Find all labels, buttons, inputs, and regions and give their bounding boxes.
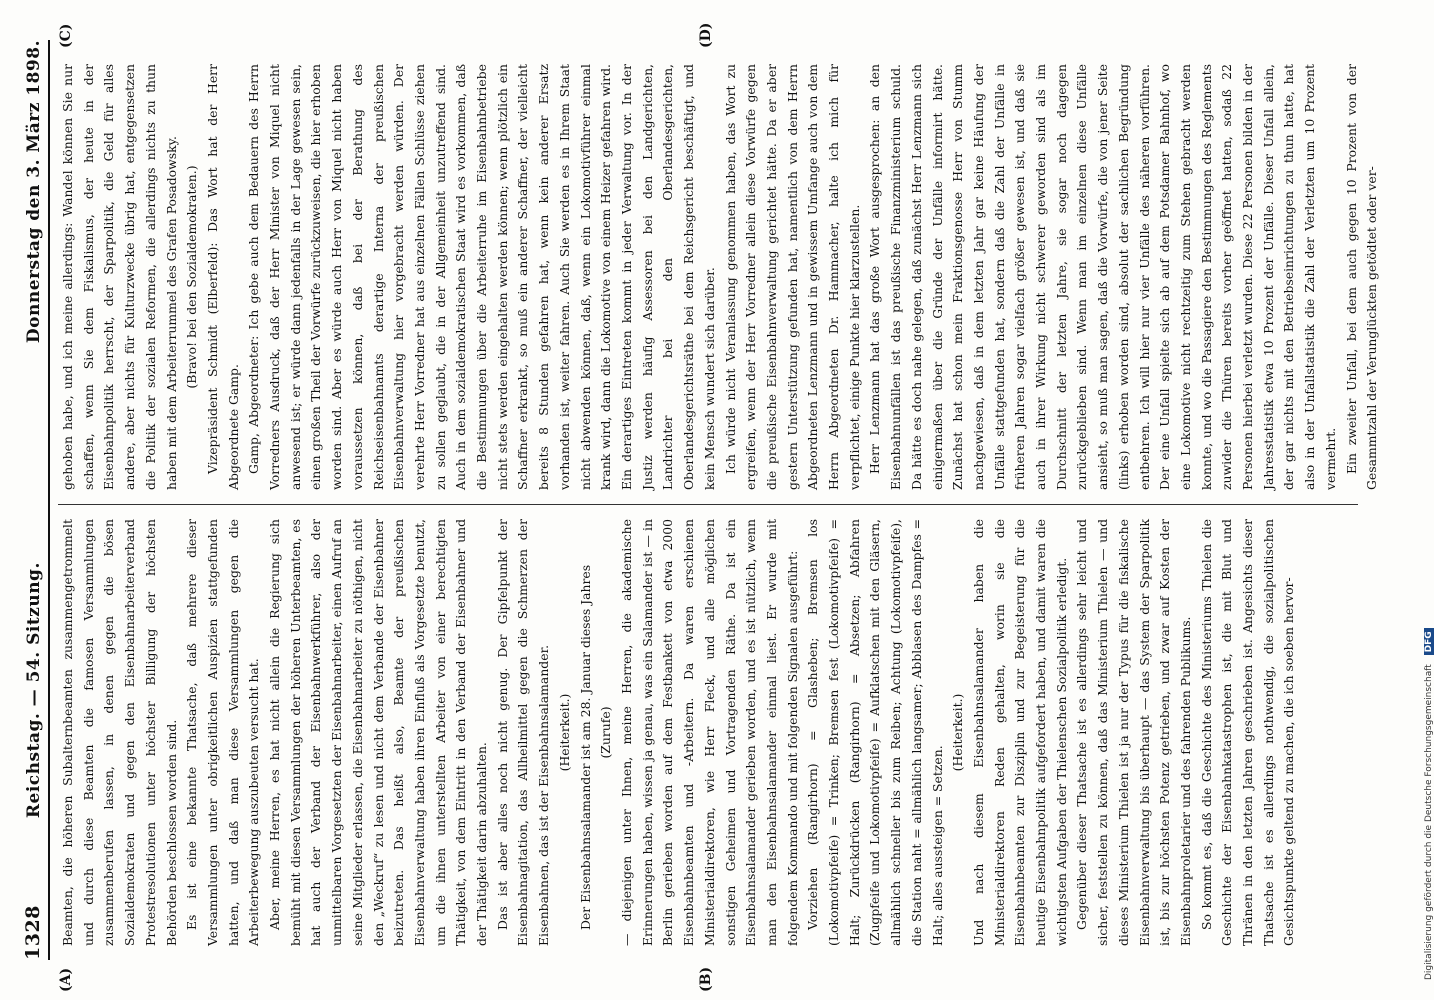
interjection: (Zurufe) — [598, 706, 614, 759]
interjection: (Bravo! bei den Sozialdemokraten.) — [184, 165, 200, 389]
paragraph: So kommt es, daß die Geschichte des Ministeriums Thielen die Geschichte der Eisenbahnkatastrophen ist, die mit Blut und Thränen in den letzten Jahren geschrieben ist. Angesichts dieser Thatsache ist es allerdings nothwendig, die sozialpolitischen Gesichtspunkte geltend zu machen, die ich soeben hervor- — [1198, 519, 1297, 946]
interjection: (Heiterkeit.) — [950, 693, 966, 772]
paragraph: Der Eisenbahnsalamander ist am 28. Januar dieses Jahres — [577, 564, 593, 930]
paragraph: Vizepräsident Schmidt (Elberfeld): Das Wort hat der Herr Abgeordnete Gamp. — [204, 64, 241, 490]
left-column — [58, 505, 1358, 960]
header-right-title: Donnerstag den 3. März 1898. — [24, 40, 44, 344]
running-header — [22, 40, 50, 960]
paragraph: Das ist aber alles noch nicht genug. Der Gipfelpunkt der Eisenbahnagitation, das Allheilmittel gegen die Schmerzen der Eisenbahnen, das ist der Eisenbahnsalamander. — [494, 519, 552, 946]
paragraph: Aber, meine Herren, es hat nicht allein die Regierung sich bemüht mit diesen Versammlungen der höheren Unterbeamten, es hat auch der Verband der Eisenbahnwerkführer, also der unmittelbaren Vorgesetzten der Eisenbahnarbeiter, einen Aufruf an seine Mitglieder erlassen, die Eisenbahnarbeiter zu nöthigen, nicht den „Weckruf“ zu lesen und nicht dem Verbande der Eisenbahner beizutreten. Das heißt also, Beamte der preußischen Eisenbahnverwaltung haben ihren Einfluß als Vorgesetzte benutzt, um die ihnen unterstellten Arbeiter von einer berechtigten Thätigkeit, von dem Eintritt in den Verband der Eisenbahner und der Thätigkeit darin abzuhalten. — [267, 519, 490, 946]
interjection: (Heiterkeit.) — [556, 693, 572, 772]
paragraph: Gamp, Abgeordneter: Ich gebe auch dem Bedauern des Herrn Vorredners Ausdruck, daß der Herr Minister von Miquel nicht anwesend ist; er würde dann jedenfalls in der Lage gewesen sein, einen großen Theil der Vorwürfe zurückzuweisen, die hier erhoben worden sind. Aber es würde auch Herr von Miquel nicht haben voraussetzen können, daß bei der Berathung des Reichseisenbahnamts derartige Interna der preußischen Eisenbahnverwaltung hier vorgebracht werden würden. Der verehrte Herr Vorredner hat aus einzelnen Fällen Schlüsse ziehen zu sollen geglaubt, die in der Allgemeinheit unzutreffend sind. Auch in dem sozialdemokratischen Staat wird es vorkommen, daß die Bestimmungen über die Arbeiterruhe im Eisenbahnbetriebe nicht stets werden eingehalten werden können; wenn plötzlich ein Schaffner erkrankt, so muß ein anderer Schaffner, der vielleicht bereits 8 Stunden gefahren hat, wenn kein anderer Ersatz vorhanden ist, weiter fahren. Auch Sie werden es in Ihrem Staat nicht abwenden können, daß, wenn ein Lokomotivführer einmal krank wird, dann die Lokomotive von einem Heizer gefahren wird. Ein derartiges Eintreten kommt in jeder Verwaltung vor. In der Justiz werden häufig Assessoren bei den Landgerichten, Landrichter bei den Oberlandesgerichten, Oberlandesgerichtsräthe bei dem Reichsgericht beschäftigt, und kein Mensch wundert sich darüber. — [246, 64, 717, 490]
paragraph: Gegenüber dieser Thatsache ist es allerdings sehr leicht und sicher, feststellen zu können, daß das Ministerium Thielen — und dieses Ministerium Thielen ist ja nur der Typus für die fiskalische Eisenbahnverwaltung bis überhaupt — das System der Sparpolitik ist, bis zur höchsten Potenz getrieben, und zwar auf Kosten der Eisenbahnproletarier und des fahrenden Publikums. — [1074, 519, 1193, 946]
margin-marker-a: (A) — [58, 967, 74, 992]
paragraph: — diejenigen unter Ihnen, meine Herren, die akademische Erinnerungen haben, wissen ja genau, was ein Salamander ist — in Berlin gerieben worden auf dem Festbankett von etwa 2000 Eisenbahnbeamten und -Arbeitern. Da waren erschienen Ministerialdirektoren, wie Herr Fleck, und alle möglichen sonstigen Geheimen und Vortragenden Räthe. Da ist ein Eisenbahnsalamander gerieben worden, und es ist nützlich, wenn man den Eisenbahnsalamander einmal liest. Er wurde mit folgendem Kommando und mit folgenden Signalen ausgeführt: — [618, 519, 800, 946]
right-column — [58, 50, 1380, 505]
digitization-credit — [1402, 0, 1432, 1000]
dfg-logo: DFG — [1424, 628, 1434, 655]
margin-marker-d: (D) — [698, 22, 714, 48]
paragraph: gehoben habe, und ich meine allerdings: Wandel können Sie nur schaffen, wenn Sie dem Fiskalismus, der heute in der Eisenbahnpolitik herrscht, der Sparpolitik, die Geld für alles andere, aber nichts für Kulturzwecke übrig hat, entgegensetzen die Politik der sozialen Reformen, die allerdings nichts zu thun haben mit dem Arbeiterrummel des Grafen Posadowsky. — [60, 64, 179, 490]
paragraph: Und nach diesem Eisenbahnsalamander haben die Ministerialdirektoren Reden gehalten, worin sie die Eisenbahnbeamten zur Disziplin und zur Begeisterung für die heutige Eisenbahnpolitik aufgefordert haben, und damit waren die wichtigsten Aufgaben der Thielenschen Sozialpolitik erledigt. — [970, 519, 1069, 946]
margin-marker-b: (B) — [698, 966, 714, 992]
paragraph: Herr Lenzmann hat das große Wort ausgesprochen: an den Eisenbahnunfällen ist das preußische Finanzministerium schuld. Da hätte es doch nahe gelegen, daß zunächst Herr Lenzmann sich einigermaßen über die Gründe der Unfälle informirt hätte. Zunächst hat schon mein Fraktionsgenosse Herr von Stumm nachgewiesen, daß in dem letzten Jahr gar keine Häufung der Unfälle stattgefunden hat, sondern daß die Zahl der Unfälle in früheren Jahren sogar vielfach größer gewesen ist, und daß sie auch in ihrer Wirkung nicht schwerer geworden sind als im Durchschnitt der letzten Jahre, sie sogar noch dagegen zurückgeblieben sind. Wenn man im einzelnen diese Unfälle ansieht, so muß man sagen, daß die Vorwürfe, die von jener Seite (links) erhoben worden sind, absolut der sachlichen Begründung entbehren. Ich will hier nur vier Unfälle des näheren vorführen. Der eine Unfall spielte sich ab auf dem Potsdamer Bahnhof, wo eine Lokomotive nicht rechtzeitig zum Stehen gebracht werden konnte, und wo die Passagiere den Bestimmungen des Reglements zuwider die Thüren bereits vorher geöffnet hatten, sodaß 22 Personen hierbei verletzt wurden. Diese 22 Personen bilden in der Jahresstatistik etwa 10 Prozent der Unfälle. Dieser Unfall allein, der gar nichts mit den Betriebseinrichtungen zu thun hatte, hat also in der Unfallstatistik die Zahl der Verletzten um 10 Prozent vermehrt. — [867, 64, 1338, 490]
paragraph: Ein zweiter Unfall, bei dem auch gegen 10 Prozent von der Gesammtzahl der Verunglückten getödtet oder ver- — [1343, 64, 1380, 490]
paragraph: Vorziehen (Rangirhorn) = Glasheben; Bremsen los (Lokomotivpfeife) = Trinken; Bremsen fest (Lokomotivpfeife) = Halt; Zurückdrücken (Rangirhorn) = Absetzen; Abfahren (Zugpfeife und Lokomotivpfeife) = Aufklatschen mit den Gläsern, allmählich schneller bis zum Reiben; Achtung (Lokomotivpfeife), die Station naht = allmählich langsamer; Abblasen des Dampfes = Halt; alles aussteigen = Setzen. — [805, 519, 945, 946]
margin-marker-c: (C) — [58, 23, 74, 48]
paragraph: Es ist eine bekannte Thatsache, daß mehrere dieser Versammlungen unter obrigkeitlichen Auspizien stattgefunden hatten, und daß man diese Versammlungen gegen die Arbeiterbewegung auszubeuten versucht hat. — [184, 519, 262, 946]
paragraph: Beamten, die höheren Subalternbeamten zusammengetrommelt und durch diese Beamten die famosen Versammlungen zusammenberufen lassen, in denen gegen die bösen Sozialdemokraten und gegen den Eisenbahnarbeiterverband Protestresolutionen unter höchster Billigung der höchsten Behörden beschlossen worden sind. — [60, 519, 179, 946]
paragraph: Ich würde nicht Veranlassung genommen haben, das Wort zu ergreifen, wenn der Herr Vorredner allein diese Vorwürfe gegen die preußische Eisenbahnverwaltung gerichtet hätte. Da er aber gestern Unterstützung gefunden hat, namentlich von dem Herrn Abgeordneten Lenzmann und in gewissem Umfange auch von dem Herrn Abgeordneten Dr. Hammacher, halte ich mich für verpflichtet, einige Punkte hier klarzustellen. — [722, 64, 862, 490]
page-number: 1328 — [22, 905, 44, 960]
credit-text: Digitalisierung gefördert durch die Deutsche Forschungsgemeinschaft — [1424, 664, 1434, 980]
text-columns — [58, 22, 1380, 992]
header-left-title: Reichstag. — 54. Sitzung. — [24, 562, 44, 819]
